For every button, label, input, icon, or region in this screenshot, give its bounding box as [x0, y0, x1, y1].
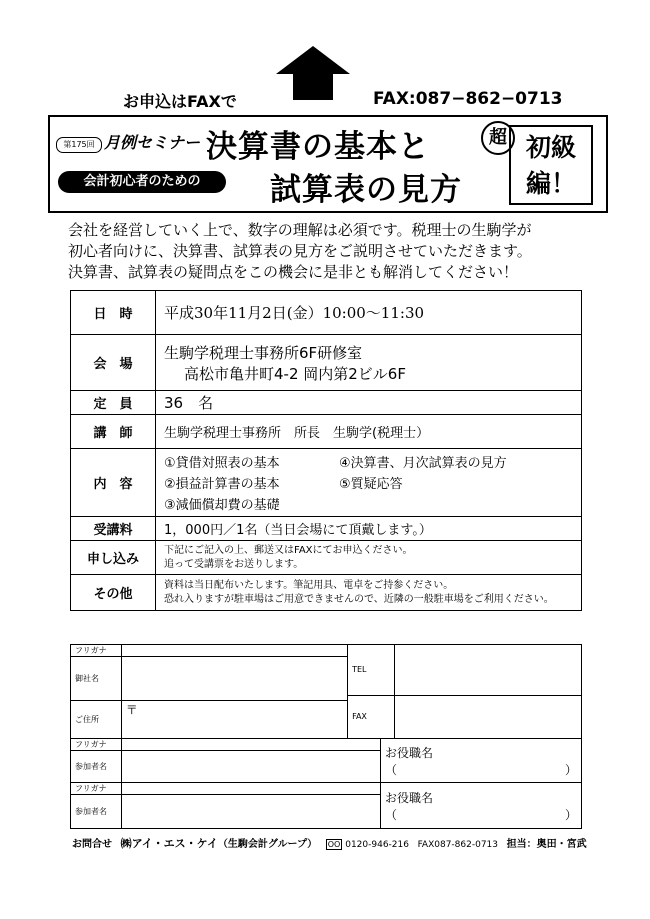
fax-footer: FAX087-862-0713 [417, 840, 499, 850]
title-line-1: 決算書の基本と [206, 129, 430, 165]
furigana-label: フリガナ [71, 739, 122, 751]
venue-label: 会 場 [71, 335, 156, 391]
intro-line: 決算書、試算表の疑問点をこの機会に是非とも解消してください！ [68, 263, 519, 281]
level-line-2: 編！ [525, 169, 576, 198]
content-label: 内 容 [71, 449, 156, 517]
company-input[interactable] [121, 657, 347, 700]
freedial-icon: OO [327, 840, 341, 849]
application-form [70, 644, 582, 829]
other-value [156, 575, 582, 611]
tel-input[interactable] [395, 645, 581, 695]
attendee1-input[interactable] [121, 751, 380, 783]
other-line: 恐れ入りますが駐車場はご用意できませんので、近隣の一般駐車場をご利用ください。 [164, 593, 554, 605]
attendee-label: 参加者名 [71, 751, 122, 783]
other-line: 資料は当日配布いたします。筆記用具、電卓をご持参ください。 [164, 579, 454, 591]
company-furigana-input[interactable] [121, 645, 347, 657]
super-badge: 超 [481, 121, 515, 155]
fee-value: 1，000円／1名（当日会場にて頂戴します。） [156, 517, 582, 541]
row-lecturer [71, 415, 582, 449]
level-box [509, 125, 593, 205]
date-label: 日 時 [71, 291, 156, 335]
apply-by-fax-text: お申込はFAXで [123, 92, 237, 111]
content-item: ④決算書、月次試算表の見方 [339, 456, 507, 471]
content-item: ②損益計算書の基本 [164, 477, 280, 492]
contact-label: お問合せ [72, 839, 112, 850]
row-fee [71, 517, 582, 541]
attendee1-furigana-input[interactable] [121, 739, 380, 751]
title-line-2: 試算表の見方 [270, 172, 462, 208]
row-venue [71, 335, 582, 391]
level-line-1: 初級 [525, 133, 576, 162]
venue-name: 生駒学税理士事務所6F研修室 [164, 343, 363, 362]
arrow-shaft [293, 74, 333, 100]
attendee2-furigana-input[interactable] [121, 783, 380, 795]
company-label: 御社名 [71, 657, 122, 700]
arrow-up-icon [276, 46, 350, 74]
attendee-label: 参加者名 [71, 795, 122, 829]
row-apply [71, 541, 582, 575]
address-input[interactable] [121, 700, 347, 738]
venue-value [156, 335, 582, 391]
row-date [71, 291, 582, 335]
furigana-label: フリガナ [71, 645, 122, 657]
attendee1-position[interactable]: お役職名（ ） [380, 739, 581, 783]
fee-label: 受講料 [71, 517, 156, 541]
fax-number: FAX:087−862−0713 [373, 89, 563, 109]
date-value: 平成30年11月2日(金）10:00〜11:30 [156, 291, 582, 335]
attendee2-input[interactable] [121, 795, 380, 829]
tel-label: TEL [348, 645, 395, 695]
other-label: その他 [71, 575, 156, 611]
intro-paragraph [68, 220, 588, 283]
row-content [71, 449, 582, 517]
apply-value [156, 541, 582, 575]
staff-names: 担当：奥田・宮武 [506, 839, 587, 850]
content-item: ①貸借対照表の基本 [164, 456, 280, 471]
capacity-value: 36 名 [156, 391, 582, 415]
audience-badge: 会計初心者のための [58, 171, 226, 193]
lecturer-value: 生駒学税理士事務所 所長 生駒学(税理士） [156, 415, 582, 449]
lecturer-label: 講 師 [71, 415, 156, 449]
content-item: ⑤質疑応答 [339, 477, 403, 492]
phone-number: 0120-946-216 [345, 840, 409, 850]
tel-fax-block [348, 645, 582, 739]
seminar-info-table [70, 290, 582, 611]
footer-contact [72, 835, 587, 851]
intro-line: 初心者向けに、決算書、試算表の見方をご説明させていただきます。 [68, 242, 532, 260]
address-label: ご住所 [71, 700, 122, 738]
session-number-badge: 第175回 [56, 137, 102, 153]
attendee2-position[interactable]: お役職名（ ） [380, 783, 581, 829]
content-value [156, 449, 582, 517]
fax-input[interactable] [395, 695, 581, 738]
apply-label: 申し込み [71, 541, 156, 575]
apply-line: 下記にご記入の上、郵送又はFAXにてお申込ください。 [164, 544, 413, 556]
company-name: ㈱アイ・エス・ケイ [120, 837, 218, 850]
company-group: （生駒会計グループ） [217, 839, 318, 850]
venue-address: 高松市亀井町4-2 岡内第2ビル6F [184, 364, 406, 383]
intro-line: 会社を経営していく上で、数字の理解は必須です。税理士の生駒学が [68, 221, 532, 239]
content-item: ③減価償却費の基礎 [164, 498, 280, 513]
furigana-label: フリガナ [71, 783, 122, 795]
row-capacity [71, 391, 582, 415]
row-other [71, 575, 582, 611]
apply-line: 追って受講票をお送りします。 [164, 558, 304, 570]
capacity-label: 定 員 [71, 391, 156, 415]
series-label: 月例セミナー [104, 133, 201, 152]
postal-mark: 〒 [125, 702, 138, 717]
fax-label: FAX [348, 695, 395, 738]
